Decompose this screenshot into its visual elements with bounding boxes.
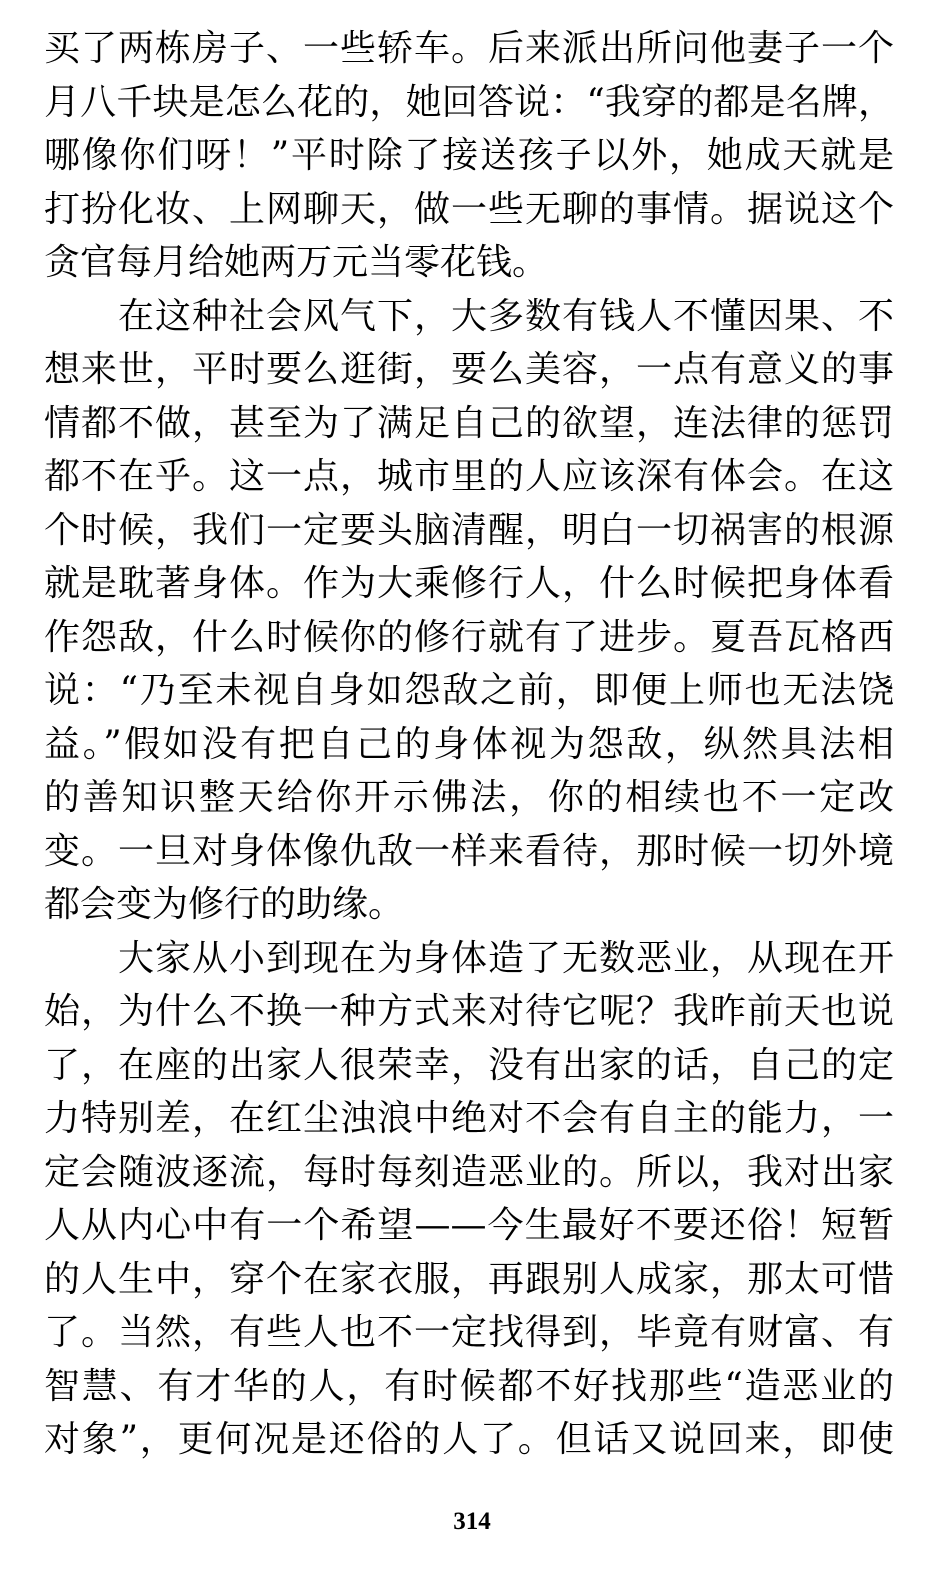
text-line: 情都不做，甚至为了满足自己的欲望，连法律的惩罚: [44, 402, 894, 444]
text-line: 大家从小到现在为身体造了无数恶业，从现在开: [118, 937, 894, 979]
text-line: 的善知识整天给你开示佛法，你的相续也不一定改: [44, 777, 894, 818]
text-line: 在这种社会风气下，大多数有钱人不懂因果、不: [118, 295, 894, 337]
text-line: 定会随波逐流，每时每刻造恶业的。所以，我对出家: [44, 1151, 894, 1193]
paragraph: [44, 22, 894, 290]
text-line: 对象”，更何况是还俗的人了。但话又说回来，即使: [44, 1419, 894, 1460]
text-line: 打扮化妆、上网聊天，做一些无聊的事情。据说这个: [44, 188, 894, 230]
text-line: 月八千块是怎么花的，她回答说：“我穿的都是名牌，: [44, 81, 894, 123]
document-page: [44, 22, 894, 1467]
text-line: 作怨敌，什么时候你的修行就有了进步。夏吾瓦格西: [44, 616, 894, 658]
paragraph: [44, 290, 894, 932]
text-line: 益。”假如没有把自己的身体视为怨敌，纵然具法相: [44, 723, 894, 765]
page-number: 314: [453, 1508, 491, 1535]
text-line: 了。当然，有些人也不一定找得到，毕竟有财富、有: [44, 1312, 894, 1353]
text-line: 的人生中，穿个在家衣服，再跟别人成家，那太可惜: [44, 1258, 894, 1300]
text-line: 都会变为修行的助缘。: [44, 884, 405, 925]
text-line: 贪官每月给她两万元当零花钱。: [44, 242, 549, 283]
text-line: 人从内心中有一个希望——今生最好不要还俗！短暂: [44, 1205, 894, 1246]
text-line: 买了两栋房子、一些轿车。后来派出所问他妻子一个: [44, 28, 894, 69]
paragraph: [44, 932, 894, 1467]
body-text: [44, 22, 894, 1467]
text-line: 哪像你们呀！”平时除了接送孩子以外，她成天就是: [44, 135, 894, 176]
text-line: 了，在座的出家人很荣幸，没有出家的话，自己的定: [44, 1044, 894, 1086]
text-line: 智慧、有才华的人，有时候都不好找那些“造恶业的: [44, 1365, 894, 1407]
text-line: 力特别差，在红尘浊浪中绝对不会有自主的能力，一: [44, 1098, 894, 1139]
text-line: 说：“乃至未视自身如怨敌之前，即便上师也无法饶: [44, 670, 894, 711]
text-line: 变。一旦对身体像仇敌一样来看待，那时候一切外境: [44, 830, 894, 872]
text-line: 个时候，我们一定要头脑清醒，明白一切祸害的根源: [44, 509, 894, 551]
text-line: 始，为什么不换一种方式来对待它呢？我昨前天也说: [44, 991, 894, 1032]
text-line: 就是耽著身体。作为大乘修行人，什么时候把身体看: [44, 563, 894, 604]
text-line: 都不在乎。这一点，城市里的人应该深有体会。在这: [44, 456, 894, 497]
text-line: 想来世，平时要么逛街，要么美容，一点有意义的事: [44, 349, 894, 390]
